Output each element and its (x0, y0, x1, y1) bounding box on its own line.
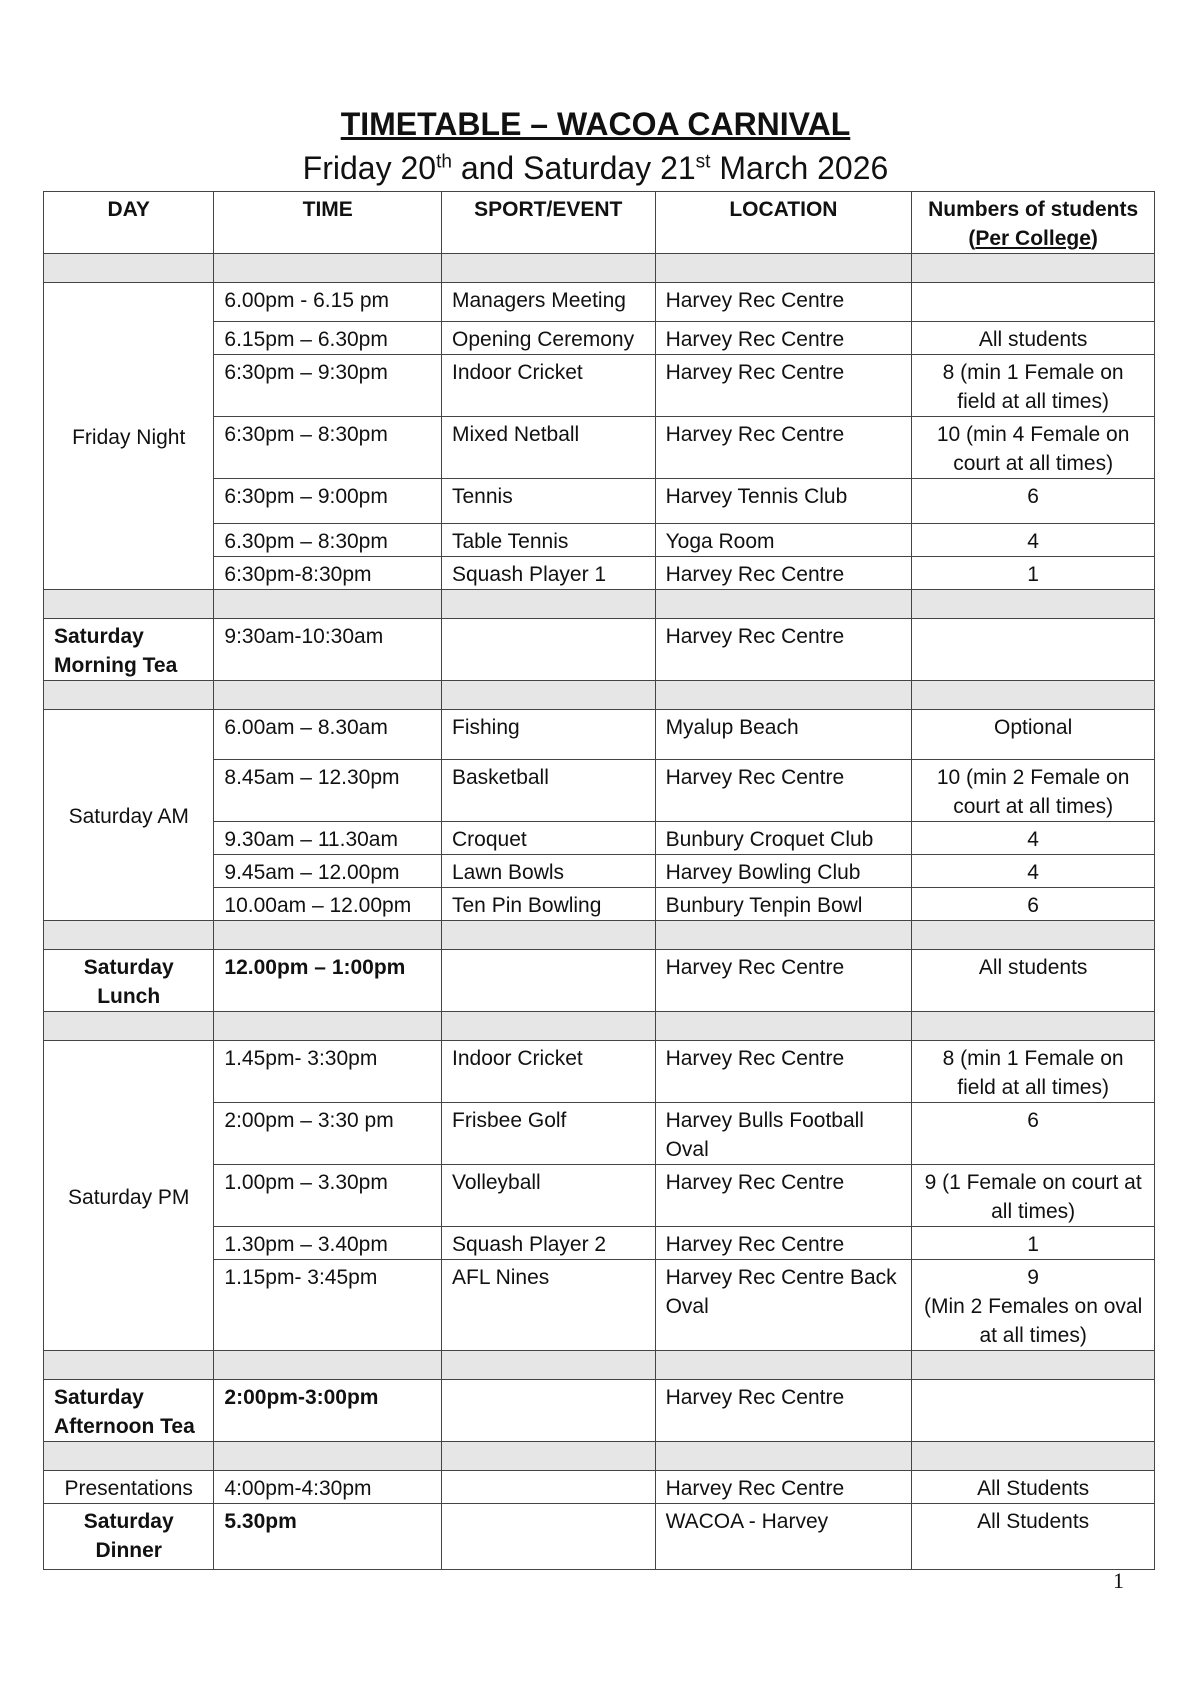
time-cell: 6.30pm – 8:30pm (214, 524, 442, 557)
document-subtitle (0, 150, 1191, 187)
numbers-cell: 4 (912, 524, 1155, 557)
location-cell: Harvey Bulls Football Oval (655, 1103, 912, 1165)
event-cell: Managers Meeting (442, 283, 656, 322)
event-cell (442, 1471, 656, 1504)
numbers-cell (912, 619, 1155, 681)
location-cell: Harvey Tennis Club (655, 479, 912, 524)
location-cell: WACOA - Harvey (655, 1504, 912, 1570)
document-title: TIMETABLE – WACOA CARNIVAL (340, 106, 851, 142)
time-cell: 9.45am – 12.00pm (214, 855, 442, 888)
numbers-cell: All students (912, 322, 1155, 355)
header-time: TIME (214, 192, 442, 254)
event-cell: Squash Player 2 (442, 1227, 656, 1260)
numbers-cell: 6 (912, 479, 1155, 524)
event-cell: Lawn Bowls (442, 855, 656, 888)
event-cell: Croquet (442, 822, 656, 855)
header-row (44, 192, 1155, 254)
time-cell: 1.30pm – 3.40pm (214, 1227, 442, 1260)
numbers-cell: 4 (912, 822, 1155, 855)
table-row (44, 710, 1155, 760)
day-saturday-pm: Saturday PM (44, 1041, 214, 1351)
location-cell: Bunbury Croquet Club (655, 822, 912, 855)
location-cell: Harvey Rec Centre (655, 950, 912, 1012)
time-cell: 6.00pm - 6.15 pm (214, 283, 442, 322)
spacer-row (44, 1442, 1155, 1471)
location-cell: Harvey Rec Centre (655, 557, 912, 590)
numbers-cell: 10 (min 2 Female on court at all times) (912, 760, 1155, 822)
day-friday-night: Friday Night (44, 283, 214, 590)
numbers-cell: All students (912, 950, 1155, 1012)
event-cell: Squash Player 1 (442, 557, 656, 590)
numbers-cell: Optional (912, 710, 1155, 760)
day-morning-tea: Saturday Morning Tea (44, 619, 214, 681)
table-row (44, 1504, 1155, 1570)
table-row (44, 950, 1155, 1012)
subtitle-sup2: st (695, 151, 711, 173)
spacer-row (44, 1351, 1155, 1380)
event-cell (442, 1380, 656, 1442)
location-cell: Harvey Rec Centre (655, 417, 912, 479)
table-row (44, 1471, 1155, 1504)
location-cell: Harvey Rec Centre (655, 1380, 912, 1442)
page-number: 1 (1113, 1568, 1124, 1593)
day-saturday-am: Saturday AM (44, 710, 214, 921)
location-cell: Harvey Rec Centre (655, 283, 912, 322)
numbers-cell: All Students (912, 1504, 1155, 1570)
spacer-row (44, 590, 1155, 619)
subtitle-part1: Friday 20 (302, 150, 437, 186)
subtitle-part3: March 2026 (710, 150, 889, 186)
subtitle-part2: and Saturday 21 (451, 150, 696, 186)
day-dinner: Saturday Dinner (44, 1504, 214, 1570)
numbers-cell: 10 (min 4 Female on court at all times) (912, 417, 1155, 479)
event-cell: Indoor Cricket (442, 1041, 656, 1103)
table-row (44, 1380, 1155, 1442)
numbers-cell: 6 (912, 1103, 1155, 1165)
numbers-cell: 4 (912, 855, 1155, 888)
location-cell: Bunbury Tenpin Bowl (655, 888, 912, 921)
numbers-cell (912, 1380, 1155, 1442)
numbers-cell: 6 (912, 888, 1155, 921)
numbers-cell (912, 283, 1155, 322)
event-cell: Indoor Cricket (442, 355, 656, 417)
time-cell: 10.00am – 12.00pm (214, 888, 442, 921)
event-cell: AFL Nines (442, 1260, 656, 1351)
subtitle-sup1: th (436, 151, 452, 173)
location-cell: Harvey Rec Centre (655, 1165, 912, 1227)
numbers-cell: 8 (min 1 Female on field at all times) (912, 1041, 1155, 1103)
location-cell: Harvey Bowling Club (655, 855, 912, 888)
location-cell: Harvey Rec Centre (655, 760, 912, 822)
location-cell: Harvey Rec Centre Back Oval (655, 1260, 912, 1351)
event-cell: Table Tennis (442, 524, 656, 557)
location-cell: Harvey Rec Centre (655, 1227, 912, 1260)
time-cell: 1.00pm – 3.30pm (214, 1165, 442, 1227)
event-cell (442, 1504, 656, 1570)
numbers-cell: 9 (Min 2 Females on oval at all times) (912, 1260, 1155, 1351)
time-cell: 1.15pm- 3:45pm (214, 1260, 442, 1351)
header-numbers: Numbers of students (Per College) (912, 192, 1155, 254)
time-cell: 6:30pm – 8:30pm (214, 417, 442, 479)
spacer-row (44, 254, 1155, 283)
time-cell: 6.15pm – 6.30pm (214, 322, 442, 355)
time-cell: 2:00pm – 3:30 pm (214, 1103, 442, 1165)
event-cell: Tennis (442, 479, 656, 524)
time-cell: 12.00pm – 1:00pm (214, 950, 442, 1012)
location-cell: Harvey Rec Centre (655, 322, 912, 355)
time-cell: 6:30pm – 9:30pm (214, 355, 442, 417)
event-cell (442, 950, 656, 1012)
day-presentations: Presentations (44, 1471, 214, 1504)
numbers-cell: 8 (min 1 Female on field at all times) (912, 355, 1155, 417)
time-cell: 6:30pm – 9:00pm (214, 479, 442, 524)
location-cell: Harvey Rec Centre (655, 1471, 912, 1504)
time-cell: 9.30am – 11.30am (214, 822, 442, 855)
time-cell: 8.45am – 12.30pm (214, 760, 442, 822)
table-row (44, 1041, 1155, 1103)
location-cell: Harvey Rec Centre (655, 355, 912, 417)
header-location: LOCATION (655, 192, 912, 254)
table-row (44, 283, 1155, 322)
event-cell: Ten Pin Bowling (442, 888, 656, 921)
event-cell: Basketball (442, 760, 656, 822)
location-cell: Yoga Room (655, 524, 912, 557)
table-row (44, 619, 1155, 681)
event-cell: Volleyball (442, 1165, 656, 1227)
timetable (43, 191, 1155, 1570)
numbers-cell: 9 (1 Female on court at all times) (912, 1165, 1155, 1227)
header-event: SPORT/EVENT (442, 192, 656, 254)
day-lunch: Saturday Lunch (44, 950, 214, 1012)
spacer-row (44, 921, 1155, 950)
event-cell (442, 619, 656, 681)
spacer-row (44, 1012, 1155, 1041)
numbers-cell: All Students (912, 1471, 1155, 1504)
spacer-row (44, 681, 1155, 710)
time-cell: 6.00am – 8.30am (214, 710, 442, 760)
time-cell: 4:00pm-4:30pm (214, 1471, 442, 1504)
event-cell: Fishing (442, 710, 656, 760)
time-cell: 2:00pm-3:00pm (214, 1380, 442, 1442)
location-cell: Myalup Beach (655, 710, 912, 760)
day-afternoon-tea: Saturday Afternoon Tea (44, 1380, 214, 1442)
event-cell: Mixed Netball (442, 417, 656, 479)
header-day: DAY (44, 192, 214, 254)
time-cell: 9:30am-10:30am (214, 619, 442, 681)
location-cell: Harvey Rec Centre (655, 1041, 912, 1103)
time-cell: 1.45pm- 3:30pm (214, 1041, 442, 1103)
numbers-cell: 1 (912, 557, 1155, 590)
location-cell: Harvey Rec Centre (655, 619, 912, 681)
event-cell: Frisbee Golf (442, 1103, 656, 1165)
numbers-cell: 1 (912, 1227, 1155, 1260)
time-cell: 5.30pm (214, 1504, 442, 1570)
time-cell: 6:30pm-8:30pm (214, 557, 442, 590)
event-cell: Opening Ceremony (442, 322, 656, 355)
